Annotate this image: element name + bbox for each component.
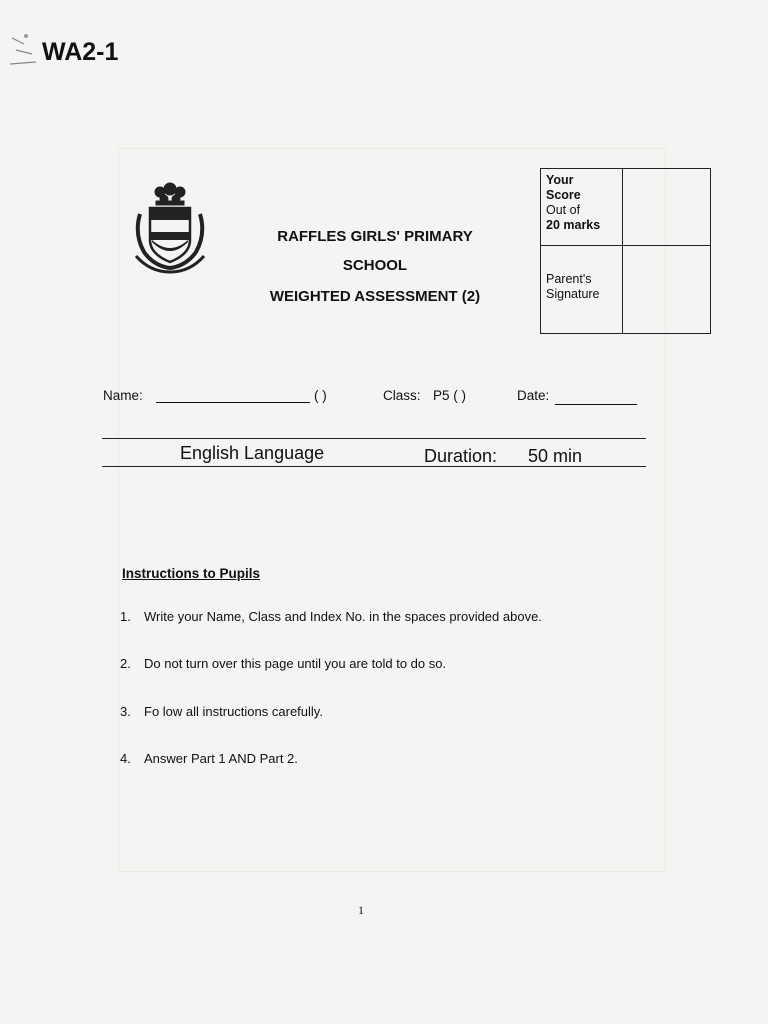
instruction-number: 4. [120, 751, 131, 766]
assessment-code: WA2-1 [42, 38, 119, 66]
instructions-title: Instructions to Pupils [122, 566, 261, 581]
index-number-field[interactable]: ( ) [314, 388, 327, 403]
name-label: Name: [103, 388, 143, 403]
score-label-line3: Out of [546, 203, 581, 217]
signature-label-line2: Signature [546, 287, 600, 301]
instruction-item [120, 656, 446, 671]
assessment-title: WEIGHTED ASSESSMENT (2) [269, 288, 481, 305]
instruction-number: 3. [120, 704, 131, 719]
instruction-text: Fo low all instructions carefully. [144, 704, 323, 719]
school-crest-logo [130, 182, 210, 274]
date-field[interactable] [555, 392, 637, 405]
score-field[interactable] [624, 170, 709, 243]
instruction-text: Write your Name, Class and Index No. in the spaces provided above. [144, 609, 542, 624]
class-field[interactable]: P5 ( ) [433, 388, 467, 403]
score-label [546, 173, 600, 233]
instruction-item [120, 609, 542, 624]
school-name [240, 222, 510, 280]
subject-rule-bottom [102, 466, 646, 467]
school-name-line2: SCHOOL [342, 257, 408, 274]
instruction-number: 2. [120, 656, 131, 671]
signature-label [546, 272, 600, 302]
instruction-number: 1. [120, 609, 131, 624]
school-name-line1: RAFFLES GIRLS' PRIMARY [277, 228, 473, 245]
scribble-mark [8, 30, 42, 70]
score-label-line2: Score [546, 188, 581, 202]
instruction-item [120, 704, 323, 719]
signature-label-line1: Parent's [546, 272, 592, 286]
subject-name: English Language [180, 443, 325, 463]
duration-label: Duration: [424, 446, 498, 466]
instruction-text: Answer Part 1 AND Part 2. [144, 751, 298, 766]
name-field[interactable] [156, 390, 310, 403]
instruction-item [120, 751, 298, 766]
class-label: Class: [383, 388, 421, 403]
instruction-text: Do not turn over this page until you are told to do so. [144, 656, 447, 671]
score-box-divider-vertical [622, 169, 623, 333]
score-label-line4: 20 marks [546, 218, 601, 232]
score-label-line1: Your [546, 173, 574, 187]
subject-rule-top [102, 438, 646, 439]
date-label: Date: [517, 388, 550, 403]
signature-field[interactable] [624, 246, 709, 332]
page-number: 1 [358, 903, 364, 917]
duration-value: 50 min [528, 446, 583, 466]
